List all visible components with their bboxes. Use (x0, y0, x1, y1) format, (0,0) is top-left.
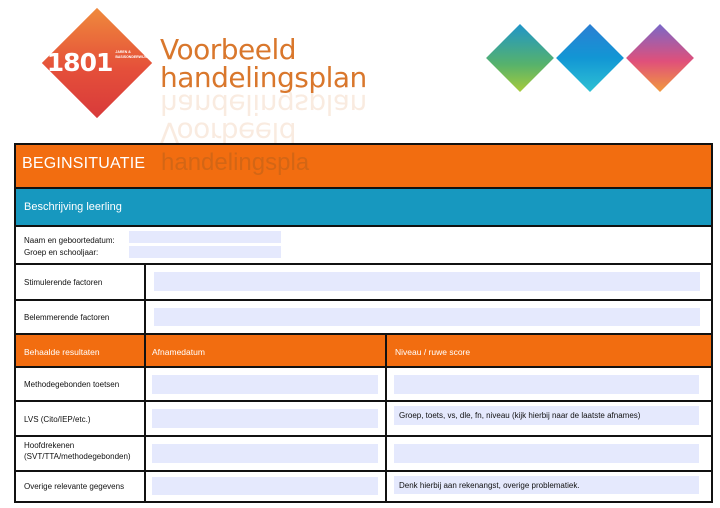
column-divider (385, 437, 387, 470)
score-field[interactable] (394, 444, 699, 463)
stimulating-factors-field[interactable] (154, 272, 700, 291)
group-field[interactable] (129, 246, 281, 258)
result-row-label: Overige relevante gegevens (24, 482, 125, 491)
decor-diamond-pink (626, 24, 694, 92)
subsection-header (16, 189, 711, 227)
page-title-line-1: Voorbeeld (160, 33, 297, 66)
column-divider (144, 402, 146, 435)
date-header-label: Afnamedatum (152, 347, 205, 357)
column-divider (144, 437, 146, 470)
stimulating-factors-row (16, 265, 711, 301)
page-title (160, 33, 367, 94)
page-title-line-2: handelingsplan (160, 61, 367, 94)
logo-tagline-2: BASISONDERWIJS (115, 54, 148, 59)
column-divider (144, 472, 146, 501)
results-header-row (16, 335, 711, 368)
column-divider (385, 472, 387, 501)
result-row-label: Hoofdrekenen (SVT/TTA/methodegebonden) (24, 441, 131, 461)
result-row-label: Methodegebonden toetsen (24, 380, 120, 389)
result-row (16, 437, 711, 472)
result-row-label: LVS (Cito/IEP/etc.) (24, 415, 91, 424)
decor-diamond-blue (556, 24, 624, 92)
column-divider (385, 368, 387, 400)
stimulating-factors-label: Stimulerende factoren (24, 278, 103, 287)
hindering-factors-row (16, 301, 711, 335)
section-title: BEGINSITUATIE (22, 155, 146, 172)
results-header-label: Behaalde resultaten (24, 347, 100, 357)
column-divider (385, 402, 387, 435)
date-field[interactable] (152, 375, 378, 394)
score-field[interactable] (394, 406, 699, 425)
date-field[interactable] (152, 444, 378, 463)
result-row (16, 402, 711, 437)
student-info-row (16, 227, 711, 265)
score-field[interactable] (394, 375, 699, 394)
column-divider (144, 265, 146, 299)
date-field[interactable] (152, 477, 378, 495)
score-field[interactable] (394, 476, 699, 494)
logo-text (46, 42, 148, 82)
name-field[interactable] (129, 231, 281, 243)
section-header (16, 145, 711, 189)
logo-tagline (115, 51, 147, 59)
page-title-reflection (160, 88, 367, 149)
column-divider (144, 301, 146, 333)
name-label: Naam en geboortedatum: (24, 236, 115, 245)
column-divider (144, 335, 146, 366)
date-field[interactable] (152, 409, 378, 428)
result-row (16, 368, 711, 402)
section-ghost-text: handelingspla (161, 149, 310, 176)
result-row (16, 472, 711, 501)
group-label: Groep en schooljaar: (24, 248, 99, 257)
logo-number: 1801 (46, 47, 113, 77)
decor-diamond-green (486, 24, 554, 92)
handelingsplan-form (14, 143, 713, 503)
subsection-title: Beschrijving leerling (24, 201, 122, 213)
hindering-factors-label: Belemmerende factoren (24, 313, 110, 322)
score-header-label: Niveau / ruwe score (395, 347, 471, 357)
column-divider (144, 368, 146, 400)
logo-tagline-1: JAREN & (115, 50, 131, 54)
column-divider (385, 335, 387, 366)
page-title-reflection-line-2: handelingsplan (160, 88, 367, 121)
page-title-reflection-line-1: Voorbeeld (160, 116, 297, 149)
hindering-factors-field[interactable] (154, 308, 700, 326)
